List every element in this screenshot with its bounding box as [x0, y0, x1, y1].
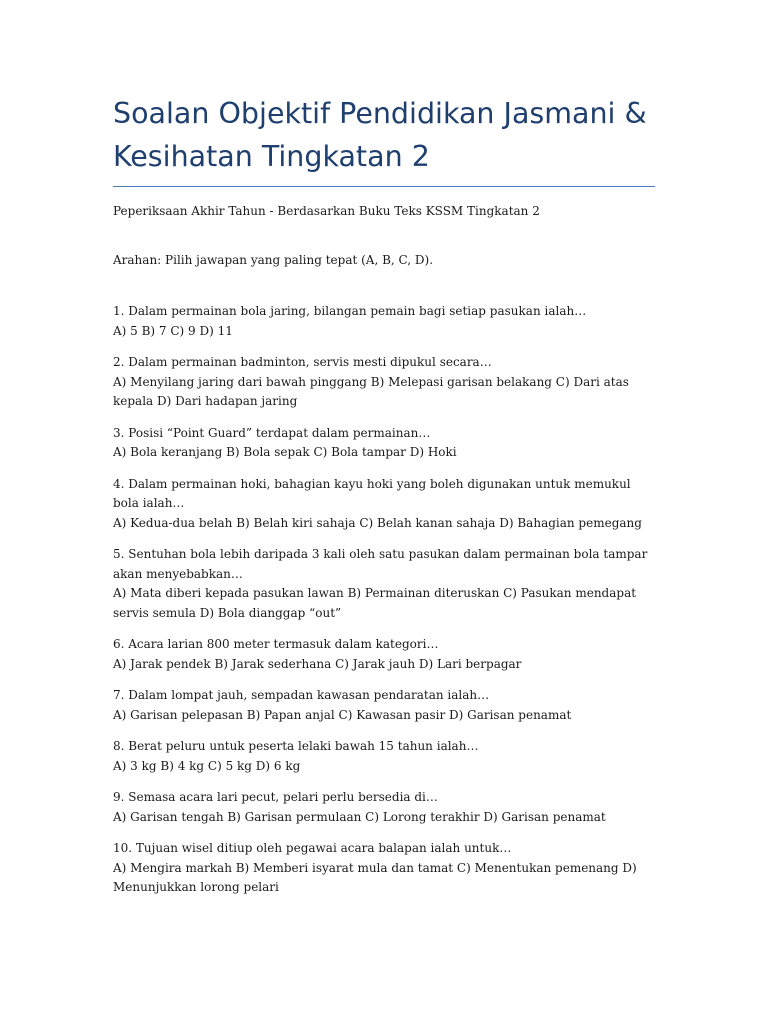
question-5 — [113, 545, 658, 623]
question-stem: 7. Dalam lompat jauh, sempadan kawasan pendaratan ialah… — [113, 688, 490, 702]
document-page — [113, 0, 658, 894]
question-options: A) Mengira markah B) Memberi isyarat mula dan tamat C) Menentukan pemenang D) Menunjukkan lorong pelari — [113, 860, 637, 894]
document-title: Soalan Objektif Pendidikan Jasmani & Kesihatan Tingkatan 2 — [113, 97, 647, 173]
question-stem: 4. Dalam permainan hoki, bahagian kayu hoki yang boleh digunakan untuk memukul bola ialah… — [113, 476, 631, 510]
title-divider — [113, 186, 655, 187]
question-8 — [113, 737, 658, 776]
question-stem: 6. Acara larian 800 meter termasuk dalam kategori… — [113, 637, 439, 651]
question-options: A) Mata diberi kepada pasukan lawan B) Permainan diteruskan C) Pasukan mendapat servis semula D) Bola dianggap “out” — [113, 586, 637, 620]
question-10 — [113, 839, 658, 898]
question-options: A) Garisan tengah B) Garisan permulaan C) Lorong terakhir D) Garisan penamat — [113, 809, 606, 824]
question-7 — [113, 686, 658, 725]
question-stem: 10. Tujuan wisel ditiup oleh pegawai acara balapan ialah untuk… — [113, 841, 512, 855]
question-options: A) Bola keranjang B) Bola sepak C) Bola tampar D) Hoki — [113, 445, 457, 459]
instructions: Arahan: Pilih jawapan yang paling tepat (A, B, C, D). — [113, 253, 434, 267]
question-9 — [113, 788, 658, 827]
document-subtitle: Peperiksaan Akhir Tahun - Berdasarkan Buku Teks KSSM Tingkatan 2 — [113, 204, 540, 218]
question-6 — [113, 635, 658, 674]
question-stem: 5. Sentuhan bola lebih daripada 3 kali oleh satu pasukan dalam permainan bola tampar akan menyebabkan… — [113, 547, 648, 581]
question-1 — [113, 302, 658, 341]
question-options: A) Menyilang jaring dari bawah pinggang B) Melepasi garisan belakang C) Dari atas kepala D) Dari hadapan jaring — [113, 374, 629, 408]
question-3 — [113, 424, 658, 463]
question-stem: 3. Posisi “Point Guard” terdapat dalam permainan… — [113, 425, 431, 440]
question-stem: 9. Semasa acara lari pecut, pelari perlu bersedia di… — [113, 790, 438, 804]
question-stem: 8. Berat peluru untuk peserta lelaki bawah 15 tahun ialah… — [113, 739, 479, 753]
question-options: A) 3 kg B) 4 kg C) 5 kg D) 6 kg — [113, 758, 301, 773]
question-list — [113, 302, 658, 910]
question-options: A) 5 B) 7 C) 9 D) 11 — [113, 323, 233, 338]
question-stem: 1. Dalam permainan bola jaring, bilangan pemain bagi setiap pasukan ialah… — [113, 304, 587, 318]
question-options: A) Kedua-dua belah B) Belah kiri sahaja C) Belah kanan sahaja D) Bahagian pemegang — [113, 515, 642, 530]
question-options: A) Garisan pelepasan B) Papan anjal C) Kawasan pasir D) Garisan penamat — [113, 707, 572, 722]
question-options: A) Jarak pendek B) Jarak sederhana C) Jarak jauh D) Lari berpagar — [113, 656, 522, 671]
question-4 — [113, 475, 658, 534]
question-2 — [113, 353, 658, 412]
question-stem: 2. Dalam permainan badminton, servis mesti dipukul secara… — [113, 355, 492, 369]
